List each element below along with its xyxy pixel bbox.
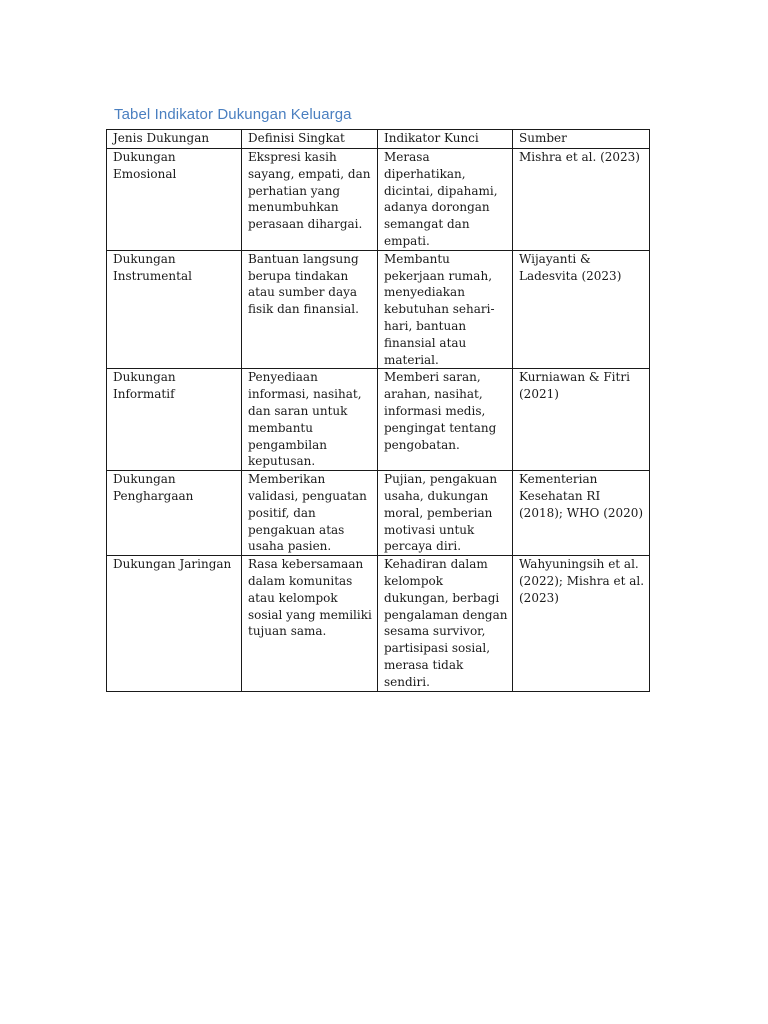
table-header-row <box>107 130 650 149</box>
column-header-indikator: Indikator Kunci <box>378 130 513 149</box>
cell-jenis: Dukungan Instrumental <box>107 250 242 369</box>
cell-definisi: Memberikan validasi, penguatan positif, dan pengakuan atas usaha pasien. <box>242 471 378 556</box>
cell-indikator: Merasa diperhatikan, dicintai, dipahami, adanya dorongan semangat dan empati. <box>378 149 513 251</box>
cell-definisi: Penyediaan informasi, nasihat, dan saran untuk membantu pengambilan keputusan. <box>242 369 378 471</box>
cell-jenis: Dukungan Emosional <box>107 149 242 251</box>
cell-sumber: Wahyuningsih et al. (2022); Mishra et al. (2023) <box>513 556 650 691</box>
cell-indikator: Kehadiran dalam kelompok dukungan, berbagi pengalaman dengan sesama survivor, partisipasi sosial, merasa tidak sendiri. <box>378 556 513 691</box>
table-row <box>107 149 650 251</box>
page-title: Tabel Indikator Dukungan Keluarga <box>114 106 352 123</box>
cell-jenis: Dukungan Penghargaan <box>107 471 242 556</box>
cell-sumber: Kementerian Kesehatan RI (2018); WHO (2020) <box>513 471 650 556</box>
cell-definisi: Rasa kebersamaan dalam komunitas atau kelompok sosial yang memiliki tujuan sama. <box>242 556 378 691</box>
cell-indikator: Pujian, pengakuan usaha, dukungan moral, pemberian motivasi untuk percaya diri. <box>378 471 513 556</box>
column-header-definisi: Definisi Singkat <box>242 130 378 149</box>
indicator-table <box>106 129 650 692</box>
cell-sumber: Wijayanti & Ladesvita (2023) <box>513 250 650 369</box>
table-row <box>107 250 650 369</box>
table-row <box>107 369 650 471</box>
cell-jenis: Dukungan Jaringan <box>107 556 242 691</box>
column-header-jenis: Jenis Dukungan <box>107 130 242 149</box>
cell-jenis: Dukungan Informatif <box>107 369 242 471</box>
table-row <box>107 471 650 556</box>
column-header-sumber: Sumber <box>513 130 650 149</box>
cell-indikator: Membantu pekerjaan rumah, menyediakan kebutuhan sehari-hari, bantuan finansial atau material. <box>378 250 513 369</box>
cell-indikator: Memberi saran, arahan, nasihat, informasi medis, pengingat tentang pengobatan. <box>378 369 513 471</box>
table-row <box>107 556 650 691</box>
cell-definisi: Ekspresi kasih sayang, empati, dan perhatian yang menumbuhkan perasaan dihargai. <box>242 149 378 251</box>
cell-sumber: Mishra et al. (2023) <box>513 149 650 251</box>
cell-definisi: Bantuan langsung berupa tindakan atau sumber daya fisik dan finansial. <box>242 250 378 369</box>
cell-sumber: Kurniawan & Fitri (2021) <box>513 369 650 471</box>
